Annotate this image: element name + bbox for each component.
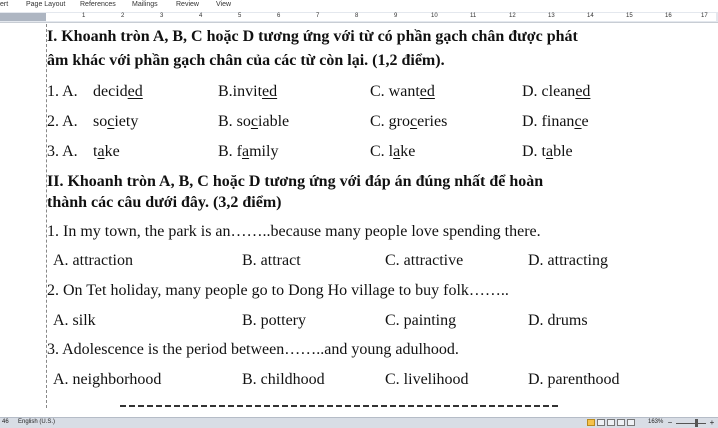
ruler-number: 5 bbox=[238, 13, 242, 19]
print-layout-view-icon[interactable] bbox=[587, 419, 595, 426]
option-c: C. attractive bbox=[385, 252, 464, 269]
ruler-left-margin bbox=[0, 13, 46, 21]
option-c: C. lake bbox=[370, 143, 416, 160]
option-a: decided bbox=[93, 83, 143, 100]
ruler-number: 3 bbox=[160, 13, 164, 19]
option-d: D. drums bbox=[528, 312, 588, 329]
ruler-number: 8 bbox=[355, 13, 359, 19]
ribbon-tabs bbox=[0, 0, 718, 12]
section1-heading-line1: I. Khoanh tròn A, B, C hoặc D tương ứng với từ có phần gạch chân được phát bbox=[47, 28, 578, 45]
option-d: D. parenthood bbox=[528, 371, 620, 388]
question-number: 1. A. bbox=[47, 83, 78, 100]
outline-view-icon[interactable] bbox=[617, 419, 625, 426]
zoom-out-icon[interactable]: − bbox=[667, 418, 673, 427]
option-a: A. neighborhood bbox=[53, 371, 162, 388]
ruler-number: 9 bbox=[394, 13, 398, 19]
option-c: C. wanted bbox=[370, 83, 435, 100]
option-d: D. finance bbox=[522, 113, 589, 130]
option-a: A. attraction bbox=[53, 252, 133, 269]
tab-insert[interactable]: ert bbox=[0, 1, 9, 8]
option-a: A. silk bbox=[53, 312, 96, 329]
question-number: 2. A. bbox=[47, 113, 78, 130]
option-b: B. pottery bbox=[242, 312, 306, 329]
page-number-status[interactable]: 46 bbox=[2, 419, 9, 425]
tab-mailings[interactable]: Mailings bbox=[132, 1, 158, 8]
cutoff-text-line bbox=[120, 404, 560, 407]
ruler-number: 6 bbox=[277, 13, 281, 19]
tab-references[interactable]: References bbox=[80, 1, 116, 8]
option-b: B. attract bbox=[242, 252, 301, 269]
zoom-slider-knob[interactable] bbox=[695, 419, 698, 427]
section2-question-3-text: 3. Adolescence is the period between……..and young adulhood. bbox=[47, 341, 459, 358]
web-layout-icon[interactable] bbox=[607, 419, 615, 426]
ruler-number: 16 bbox=[665, 13, 672, 19]
tab-review[interactable]: Review bbox=[176, 1, 199, 8]
option-b: B. childhood bbox=[242, 371, 325, 388]
ruler-number: 15 bbox=[626, 13, 633, 19]
ruler-number: 2 bbox=[121, 13, 125, 19]
section2-heading-line2: thành các câu dưới đây. (3,2 điểm) bbox=[47, 194, 282, 211]
zoom-slider-track[interactable] bbox=[676, 423, 706, 424]
section2-heading-line1: II. Khoanh tròn A, B, C hoặc D tương ứng với đáp án đúng nhất để hoàn bbox=[47, 173, 544, 190]
option-c: C. livelihood bbox=[385, 371, 469, 388]
horizontal-ruler[interactable] bbox=[0, 12, 718, 23]
ruler-number: 14 bbox=[587, 13, 594, 19]
zoom-in-icon[interactable]: + bbox=[709, 418, 715, 427]
ruler-number: 10 bbox=[431, 13, 438, 19]
section2-question-2-text: 2. On Tet holiday, many people go to Dong Ho village to buy folk…….. bbox=[47, 282, 509, 299]
ruler-number: 7 bbox=[316, 13, 320, 19]
ruler-text-area bbox=[46, 13, 716, 21]
ruler-number: 17 bbox=[701, 13, 708, 19]
tab-page-layout[interactable]: Page Layout bbox=[26, 1, 66, 8]
option-c: C. painting bbox=[385, 312, 457, 329]
question-number: 3. A. bbox=[47, 143, 78, 160]
option-d: D. attracting bbox=[528, 252, 608, 269]
ruler-number: 12 bbox=[509, 13, 516, 19]
draft-view-icon[interactable] bbox=[627, 419, 635, 426]
zoom-level[interactable]: 163% bbox=[648, 419, 664, 425]
language-status[interactable]: English (U.S.) bbox=[18, 419, 56, 425]
option-a: take bbox=[93, 143, 120, 160]
ruler-number: 11 bbox=[470, 13, 477, 19]
option-d: D. cleaned bbox=[522, 83, 591, 100]
ruler-number: 13 bbox=[548, 13, 555, 19]
option-b: B.invited bbox=[218, 83, 278, 100]
option-a: society bbox=[93, 113, 139, 130]
section1-heading-line2: âm khác với phần gạch chân của các từ còn lại. (1,2 điểm). bbox=[47, 52, 445, 69]
option-c: C. groceries bbox=[370, 113, 448, 130]
ruler-number: 4 bbox=[199, 13, 203, 19]
option-b: B. family bbox=[218, 143, 279, 160]
option-d: D. table bbox=[522, 143, 573, 160]
option-b: B. sociable bbox=[218, 113, 290, 130]
ruler-number: 1 bbox=[82, 13, 86, 19]
status-bar bbox=[0, 417, 718, 428]
full-screen-reading-icon[interactable] bbox=[597, 419, 605, 426]
tab-view[interactable]: View bbox=[216, 1, 232, 8]
section2-question-1-text: 1. In my town, the park is an……..because many people love spending there. bbox=[47, 223, 541, 240]
